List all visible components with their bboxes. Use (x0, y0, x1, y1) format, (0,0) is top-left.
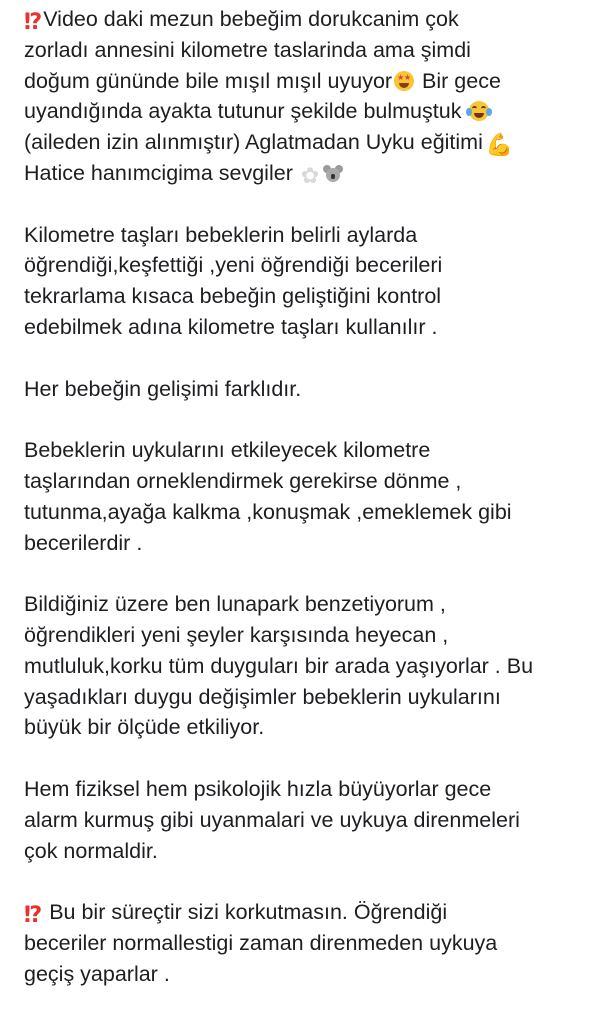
text-line: öğrendiği,keşfettiği ,yeni öğrendiği becerileri (24, 253, 443, 278)
text-line: büyük bir ölçüde etkiliyor. (24, 715, 265, 740)
text-line: Hem fiziksel hem psikolojik hızla büyüyorlar gece (24, 776, 492, 801)
text-line: öğrendikleri yeni şeyler karşısında heyecan , (24, 622, 449, 647)
text-line: Kilometre taşları bebeklerin belirli aylarda (24, 222, 418, 247)
text-line: beceriler normallestigi zaman direnmeden uykuya (24, 930, 498, 955)
text-line: mutluluk,korku tüm duyguları bir arada yaşıyorlar . Bu (24, 653, 534, 678)
paragraph-intro (24, 4, 598, 189)
paragraph-milestones (24, 220, 598, 343)
text-line (24, 897, 598, 928)
paragraph-development (24, 374, 598, 405)
text-line: alarm kurmuş gibi uyanmalari ve uykuya direnmeleri (24, 807, 520, 832)
text-line (24, 96, 598, 127)
text-line: çok normaldir. (24, 838, 158, 863)
text-line: Bebeklerin uykularını etkileyecek kilometre (24, 438, 431, 463)
text-line: yaşadıkları duygu değişimler bebeklerin uykularını (24, 684, 501, 709)
blossom-icon: ✿ (300, 163, 320, 189)
text-segment: Bu bir süreçtir sizi korkutmasın. Öğrendiği (43, 900, 448, 925)
text-line (24, 4, 598, 35)
text-line: taşlarından orneklendirmek gerekirse dönme , (24, 468, 462, 493)
tears-of-joy-face-icon (469, 101, 489, 121)
text-line (24, 35, 598, 66)
koala-icon (323, 165, 343, 183)
paragraph-sleep-milestones (24, 435, 598, 558)
star-struck-face-icon (394, 71, 414, 91)
text-line: becerilerdir . (24, 530, 143, 555)
text-line: tutunma,ayağa kalkma ,konuşmak ,emeklemek gibi (24, 499, 512, 524)
text-line (24, 127, 598, 158)
text-line (24, 158, 598, 189)
text-segment: zorladı annesini kilometre taslarinda ama şimdi (24, 37, 471, 62)
text-line: Her bebeğin gelişimi farklıdır. (24, 376, 302, 401)
text-segment: Bir gece (416, 68, 501, 93)
text-segment: uyandığında ayakta tutunur şekilde bulmuştuk (24, 99, 462, 124)
text-line (24, 66, 598, 97)
exclamation-question-icon: ⁉ (24, 903, 41, 929)
paragraph-lunapark (24, 589, 598, 743)
paragraph-growth (24, 774, 598, 866)
text-segment: (aileden izin alınmıştır) Aglatmadan Uyku eğitimi (24, 130, 483, 155)
text-line: Bildiğiniz üzere ben lunapark benzetiyorum , (24, 592, 446, 617)
text-line: tekrarlama kısaca bebeğin geliştiğini kontrol (24, 284, 442, 309)
paragraph-process (24, 897, 598, 989)
exclamation-question-icon: ⁉ (24, 10, 41, 35)
text-segment: Video daki mezun bebeğim dorukcanim çok (43, 7, 459, 31)
text-line: edebilmek adına kilometre taşları kullanılır . (24, 314, 438, 339)
text-segment: Hatice hanımcigima sevgiler (24, 160, 293, 185)
flexed-biceps-icon: 💪 (485, 133, 514, 159)
text-segment: doğum gününde bile mışıl mışıl uyuyor (24, 68, 393, 93)
text-line: geçiş yaparlar . (24, 961, 170, 986)
